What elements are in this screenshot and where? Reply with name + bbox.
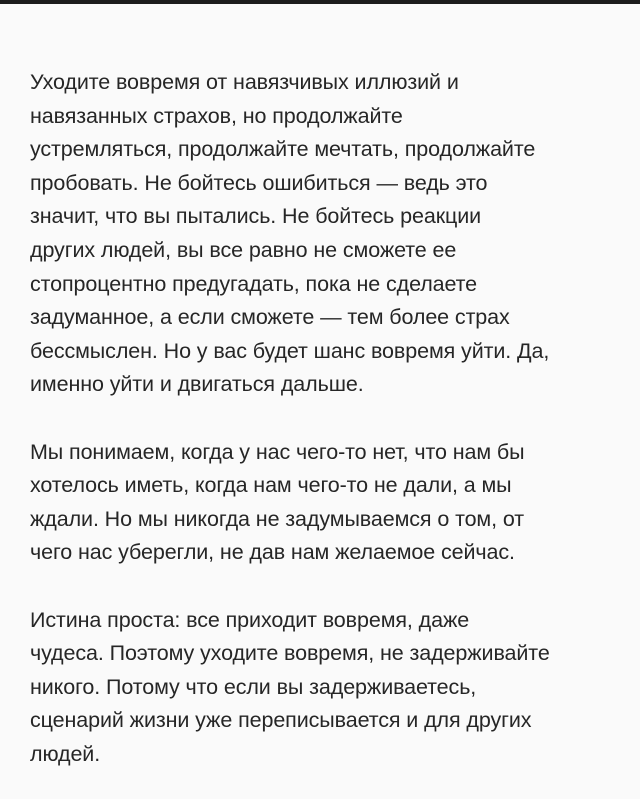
paragraph-3 xyxy=(30,604,620,772)
text-line: значит, что вы пытались. Не бойтесь реакции xyxy=(30,204,482,229)
text-line: хотелось иметь, когда нам чего-то не дали, а мы xyxy=(30,473,512,498)
text-line: никого. Потому что если вы задерживаетесь, xyxy=(30,674,477,699)
text-line: других людей, вы все равно не сможете ее xyxy=(30,237,457,262)
text-body xyxy=(30,66,620,771)
text-line: именно уйти и двигаться дальше. xyxy=(30,372,364,397)
text-line: бессмыслен. Но у вас будет шанс вовремя уйти. Да, xyxy=(30,338,550,363)
text-line: сценарий жизни уже переписывается и для других xyxy=(30,708,532,733)
text-line: Мы понимаем, когда у нас чего-то нет, что нам бы xyxy=(30,439,525,464)
text-line: ждали. Но мы никогда не задумываемся о том, от xyxy=(30,506,524,531)
text-line: пробовать. Не бойтесь ошибиться — ведь это xyxy=(30,170,488,195)
text-line: навязанных страхов, но продолжайте xyxy=(30,103,403,128)
text-line: чудеса. Поэтому уходите вовремя, не задерживайте xyxy=(30,641,550,666)
text-line: Истина проста: все приходит вовремя, даже xyxy=(30,607,470,632)
text-line: задуманное, а если сможете — тем более страх xyxy=(30,305,510,330)
text-line: стопроцентно предугадать, пока не сделаете xyxy=(30,271,478,296)
paragraph-gap xyxy=(30,570,620,604)
text-line: чего нас уберегли, не дав нам желаемое сейчас. xyxy=(30,540,515,565)
text-line: Уходите вовремя от навязчивых иллюзий и xyxy=(30,70,459,94)
paragraph-2 xyxy=(30,436,620,570)
paragraph-gap xyxy=(30,402,620,436)
top-divider xyxy=(0,0,640,4)
paragraph-1 xyxy=(30,66,620,402)
text-line: людей. xyxy=(30,741,101,766)
text-line: устремляться, продолжайте мечтать, продолжайте xyxy=(30,137,536,162)
